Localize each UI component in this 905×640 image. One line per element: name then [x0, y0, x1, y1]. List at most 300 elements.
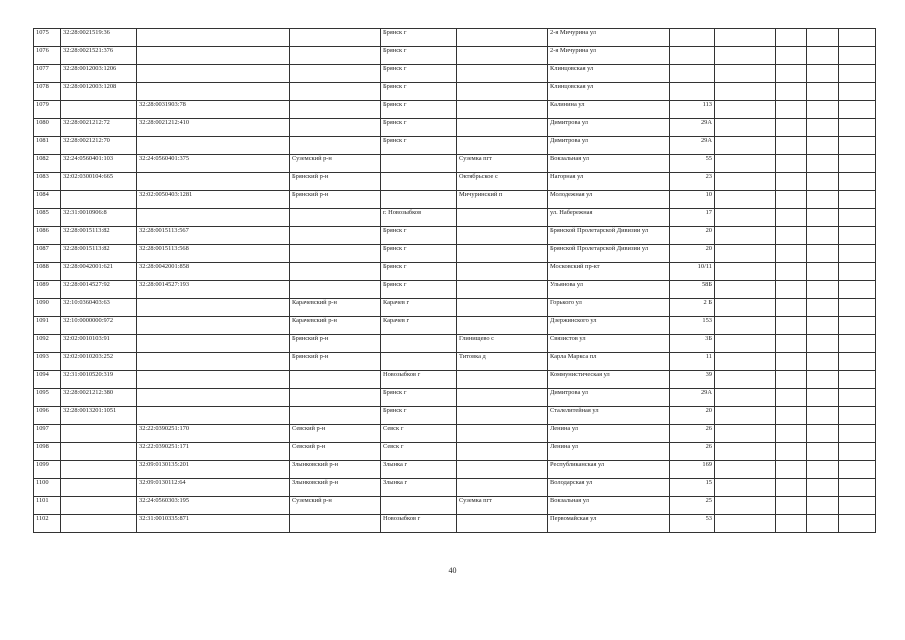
house-number-cell: 10/11 [670, 263, 715, 281]
row-number-cell: 1090 [34, 299, 61, 317]
row-number-cell: 1080 [34, 119, 61, 137]
district-cell: Злынковский р-н [290, 461, 381, 479]
city-cell [381, 497, 457, 515]
cadastral-number-cell: 32:24:0560401:103 [61, 155, 137, 173]
city-cell: Севск г [381, 443, 457, 461]
empty-cell [807, 83, 839, 101]
street-cell: Брянской Пролетарской Дивизии ул [548, 245, 670, 263]
row-number-cell: 1076 [34, 47, 61, 65]
table-row [34, 263, 876, 281]
city-cell [381, 353, 457, 371]
street-cell: Ленина ул [548, 425, 670, 443]
empty-cell [839, 119, 876, 137]
district-cell: Карачевский р-н [290, 317, 381, 335]
empty-cell [807, 317, 839, 335]
table-row [34, 227, 876, 245]
settlement-cell: Октябрьское с [457, 173, 548, 191]
district-cell: Брянский р-н [290, 173, 381, 191]
city-cell: Злынка г [381, 479, 457, 497]
row-number-cell: 1095 [34, 389, 61, 407]
empty-cell [715, 83, 776, 101]
cadastral-number-cell [61, 101, 137, 119]
building-cadastral-cell [137, 335, 290, 353]
row-number-cell: 1085 [34, 209, 61, 227]
empty-cell [715, 245, 776, 263]
empty-cell [776, 137, 807, 155]
table-row [34, 65, 876, 83]
building-cadastral-cell [137, 353, 290, 371]
street-cell: Вокзальная ул [548, 497, 670, 515]
table-row [34, 389, 876, 407]
house-number-cell: 153 [670, 317, 715, 335]
cadastral-number-cell: 32:28:0012003:1206 [61, 65, 137, 83]
empty-cell [807, 515, 839, 533]
district-cell [290, 119, 381, 137]
street-cell: Молодежная ул [548, 191, 670, 209]
table-row [34, 479, 876, 497]
settlement-cell [457, 65, 548, 83]
row-number-cell: 1094 [34, 371, 61, 389]
settlement-cell [457, 245, 548, 263]
empty-cell [807, 389, 839, 407]
empty-cell [807, 497, 839, 515]
empty-cell [807, 281, 839, 299]
settlement-cell [457, 317, 548, 335]
empty-cell [715, 65, 776, 83]
empty-cell [776, 227, 807, 245]
street-cell: Клинцовская ул [548, 65, 670, 83]
cadastral-number-cell: 32:10:0000000:972 [61, 317, 137, 335]
city-cell: Новозыбков г [381, 371, 457, 389]
city-cell: Брянск г [381, 137, 457, 155]
street-cell: Связистов ул [548, 335, 670, 353]
row-number-cell: 1078 [34, 83, 61, 101]
row-number-cell: 1098 [34, 443, 61, 461]
city-cell: Брянск г [381, 407, 457, 425]
house-number-cell: 20 [670, 407, 715, 425]
table-row [34, 443, 876, 461]
cadastral-number-cell [61, 425, 137, 443]
cadastral-number-cell: 32:28:0021212:72 [61, 119, 137, 137]
empty-cell [715, 209, 776, 227]
building-cadastral-cell: 32:24:0560401:375 [137, 155, 290, 173]
settlement-cell [457, 209, 548, 227]
building-cadastral-cell: 32:28:0031903:78 [137, 101, 290, 119]
empty-cell [776, 353, 807, 371]
empty-cell [776, 29, 807, 47]
cadastral-number-cell: 32:28:0042001:621 [61, 263, 137, 281]
city-cell: Брянск г [381, 119, 457, 137]
street-cell: Нагорная ул [548, 173, 670, 191]
row-number-cell: 1087 [34, 245, 61, 263]
cadastral-number-cell: 32:28:0012003:1208 [61, 83, 137, 101]
empty-cell [807, 407, 839, 425]
street-cell: Карла Маркса пл [548, 353, 670, 371]
empty-cell [776, 83, 807, 101]
empty-cell [776, 47, 807, 65]
settlement-cell [457, 461, 548, 479]
empty-cell [776, 263, 807, 281]
street-cell: Калинина ул [548, 101, 670, 119]
empty-cell [839, 497, 876, 515]
city-cell: Севск г [381, 425, 457, 443]
empty-cell [839, 173, 876, 191]
district-cell: Суземский р-н [290, 155, 381, 173]
table-row [34, 515, 876, 533]
building-cadastral-cell [137, 209, 290, 227]
row-number-cell: 1086 [34, 227, 61, 245]
table-row [34, 245, 876, 263]
house-number-cell: 17 [670, 209, 715, 227]
empty-cell [839, 137, 876, 155]
settlement-cell [457, 83, 548, 101]
settlement-cell: Суземка пгт [457, 497, 548, 515]
empty-cell [776, 299, 807, 317]
district-cell [290, 47, 381, 65]
empty-cell [839, 281, 876, 299]
table-row [34, 335, 876, 353]
street-cell: Московский пр-кт [548, 263, 670, 281]
empty-cell [715, 461, 776, 479]
empty-cell [776, 281, 807, 299]
table-row [34, 461, 876, 479]
empty-cell [839, 101, 876, 119]
street-cell: Первомайская ул [548, 515, 670, 533]
house-number-cell: 113 [670, 101, 715, 119]
empty-cell [715, 227, 776, 245]
district-cell: Брянский р-н [290, 191, 381, 209]
street-cell: Вокзальная ул [548, 155, 670, 173]
district-cell: Брянский р-н [290, 353, 381, 371]
empty-cell [807, 191, 839, 209]
empty-cell [807, 101, 839, 119]
settlement-cell [457, 371, 548, 389]
empty-cell [839, 47, 876, 65]
table-row [34, 371, 876, 389]
building-cadastral-cell: 32:22:0390251:170 [137, 425, 290, 443]
building-cadastral-cell [137, 65, 290, 83]
empty-cell [715, 173, 776, 191]
city-cell: Новозыбков г [381, 515, 457, 533]
empty-cell [715, 479, 776, 497]
empty-cell [715, 263, 776, 281]
empty-cell [807, 353, 839, 371]
table-row [34, 83, 876, 101]
row-number-cell: 1083 [34, 173, 61, 191]
district-cell: Злынковский р-н [290, 479, 381, 497]
table-row [34, 353, 876, 371]
settlement-cell [457, 47, 548, 65]
empty-cell [839, 353, 876, 371]
empty-cell [807, 461, 839, 479]
cadastral-number-cell: 32:02:0010103:91 [61, 335, 137, 353]
row-number-cell: 1081 [34, 137, 61, 155]
settlement-cell [457, 101, 548, 119]
row-number-cell: 1084 [34, 191, 61, 209]
row-number-cell: 1099 [34, 461, 61, 479]
cadastral-number-cell: 32:10:0360403:63 [61, 299, 137, 317]
cadastral-number-cell: 32:28:0015113:82 [61, 227, 137, 245]
house-number-cell: 29А [670, 389, 715, 407]
cadastral-number-cell: 32:28:0015113:82 [61, 245, 137, 263]
empty-cell [776, 335, 807, 353]
table-row [34, 137, 876, 155]
building-cadastral-cell: 32:09:0130135:201 [137, 461, 290, 479]
empty-cell [839, 299, 876, 317]
empty-cell [715, 497, 776, 515]
settlement-cell [457, 389, 548, 407]
house-number-cell: 53 [670, 515, 715, 533]
empty-cell [715, 137, 776, 155]
street-cell: 2-я Мичурина ул [548, 29, 670, 47]
house-number-cell: 15 [670, 479, 715, 497]
house-number-cell: 29А [670, 119, 715, 137]
building-cadastral-cell [137, 83, 290, 101]
city-cell: Брянск г [381, 101, 457, 119]
empty-cell [715, 155, 776, 173]
street-cell: Ульянова ул [548, 281, 670, 299]
building-cadastral-cell: 32:28:0015113:567 [137, 227, 290, 245]
empty-cell [839, 461, 876, 479]
empty-cell [839, 443, 876, 461]
table-row [34, 299, 876, 317]
street-cell: Клинцовская ул [548, 83, 670, 101]
house-number-cell [670, 47, 715, 65]
table-row [34, 407, 876, 425]
house-number-cell: 20 [670, 245, 715, 263]
empty-cell [715, 47, 776, 65]
settlement-cell [457, 263, 548, 281]
empty-cell [807, 425, 839, 443]
cadastral-number-cell: 32:28:0021212:380 [61, 389, 137, 407]
street-cell: Горького ул [548, 299, 670, 317]
building-cadastral-cell: 32:31:0010335:871 [137, 515, 290, 533]
house-number-cell [670, 65, 715, 83]
house-number-cell: 26 [670, 443, 715, 461]
district-cell [290, 245, 381, 263]
cadastral-number-cell: 32:31:0010520:319 [61, 371, 137, 389]
district-cell [290, 515, 381, 533]
district-cell [290, 407, 381, 425]
house-number-cell: 29А [670, 137, 715, 155]
district-cell [290, 227, 381, 245]
empty-cell [715, 335, 776, 353]
empty-cell [776, 209, 807, 227]
empty-cell [715, 281, 776, 299]
district-cell [290, 101, 381, 119]
settlement-cell [457, 227, 548, 245]
empty-cell [776, 389, 807, 407]
cadastral-number-cell: 32:02:0300104:665 [61, 173, 137, 191]
district-cell: Севский р-н [290, 443, 381, 461]
settlement-cell [457, 299, 548, 317]
city-cell: Брянск г [381, 83, 457, 101]
house-number-cell: 20 [670, 227, 715, 245]
district-cell: Суземский р-н [290, 497, 381, 515]
district-cell [290, 29, 381, 47]
empty-cell [807, 173, 839, 191]
city-cell: Карачев г [381, 317, 457, 335]
empty-cell [776, 371, 807, 389]
house-number-cell [670, 83, 715, 101]
empty-cell [715, 353, 776, 371]
cadastral-number-cell: 32:28:0021519:36 [61, 29, 137, 47]
empty-cell [807, 119, 839, 137]
district-cell [290, 65, 381, 83]
empty-cell [839, 209, 876, 227]
city-cell: Брянск г [381, 245, 457, 263]
building-cadastral-cell: 32:02:0050403:1281 [137, 191, 290, 209]
empty-cell [715, 191, 776, 209]
house-number-cell: 58Б [670, 281, 715, 299]
empty-cell [839, 371, 876, 389]
property-register-table [33, 28, 876, 533]
empty-cell [839, 29, 876, 47]
cadastral-number-cell [61, 479, 137, 497]
empty-cell [807, 443, 839, 461]
district-cell [290, 209, 381, 227]
cadastral-number-cell: 32:28:0013201:1051 [61, 407, 137, 425]
empty-cell [807, 263, 839, 281]
city-cell [381, 173, 457, 191]
row-number-cell: 1075 [34, 29, 61, 47]
cadastral-number-cell: 32:31:0010906:8 [61, 209, 137, 227]
city-cell [381, 191, 457, 209]
settlement-cell [457, 137, 548, 155]
empty-cell [715, 389, 776, 407]
building-cadastral-cell: 32:28:0042001:858 [137, 263, 290, 281]
district-cell [290, 263, 381, 281]
empty-cell [715, 407, 776, 425]
settlement-cell [457, 515, 548, 533]
settlement-cell: Титовка д [457, 353, 548, 371]
empty-cell [715, 425, 776, 443]
empty-cell [776, 461, 807, 479]
cadastral-number-cell [61, 515, 137, 533]
empty-cell [776, 101, 807, 119]
row-number-cell: 1097 [34, 425, 61, 443]
district-cell [290, 83, 381, 101]
house-number-cell [670, 29, 715, 47]
cadastral-number-cell: 32:28:0021521:376 [61, 47, 137, 65]
cadastral-number-cell [61, 461, 137, 479]
building-cadastral-cell: 32:28:0014527:193 [137, 281, 290, 299]
empty-cell [807, 299, 839, 317]
settlement-cell [457, 29, 548, 47]
row-number-cell: 1092 [34, 335, 61, 353]
empty-cell [715, 443, 776, 461]
city-cell: Брянск г [381, 389, 457, 407]
settlement-cell [457, 407, 548, 425]
house-number-cell: 2 Б [670, 299, 715, 317]
building-cadastral-cell: 32:28:0021212:410 [137, 119, 290, 137]
empty-cell [807, 479, 839, 497]
empty-cell [776, 497, 807, 515]
building-cadastral-cell [137, 371, 290, 389]
table-row [34, 191, 876, 209]
row-number-cell: 1089 [34, 281, 61, 299]
settlement-cell [457, 479, 548, 497]
table-row [34, 209, 876, 227]
empty-cell [776, 515, 807, 533]
row-number-cell: 1100 [34, 479, 61, 497]
table-row [34, 155, 876, 173]
building-cadastral-cell [137, 29, 290, 47]
empty-cell [839, 227, 876, 245]
building-cadastral-cell [137, 173, 290, 191]
building-cadastral-cell [137, 47, 290, 65]
street-cell: Димитрова ул [548, 137, 670, 155]
street-cell: Брянской Пролетарской Дивизии ул [548, 227, 670, 245]
empty-cell [807, 371, 839, 389]
table-row [34, 47, 876, 65]
building-cadastral-cell: 32:24:0560303:195 [137, 497, 290, 515]
street-cell: Дзержинского ул [548, 317, 670, 335]
empty-cell [807, 227, 839, 245]
empty-cell [839, 389, 876, 407]
building-cadastral-cell [137, 137, 290, 155]
empty-cell [839, 407, 876, 425]
empty-cell [715, 371, 776, 389]
city-cell: Карачев г [381, 299, 457, 317]
empty-cell [776, 173, 807, 191]
empty-cell [776, 425, 807, 443]
street-cell: ул. Набережная [548, 209, 670, 227]
row-number-cell: 1079 [34, 101, 61, 119]
table-row [34, 281, 876, 299]
building-cadastral-cell [137, 317, 290, 335]
street-cell: Димитрова ул [548, 389, 670, 407]
table-row [34, 173, 876, 191]
house-number-cell: 11 [670, 353, 715, 371]
table-row [34, 425, 876, 443]
row-number-cell: 1077 [34, 65, 61, 83]
house-number-cell: 25 [670, 497, 715, 515]
house-number-cell: 3Б [670, 335, 715, 353]
city-cell: Брянск г [381, 281, 457, 299]
empty-cell [776, 65, 807, 83]
empty-cell [839, 245, 876, 263]
empty-cell [807, 137, 839, 155]
empty-cell [839, 515, 876, 533]
cadastral-number-cell: 32:02:0010203:252 [61, 353, 137, 371]
row-number-cell: 1091 [34, 317, 61, 335]
district-cell [290, 281, 381, 299]
empty-cell [776, 407, 807, 425]
building-cadastral-cell [137, 407, 290, 425]
settlement-cell: Мичуринский п [457, 191, 548, 209]
empty-cell [839, 263, 876, 281]
table-row [34, 497, 876, 515]
house-number-cell: 55 [670, 155, 715, 173]
row-number-cell: 1096 [34, 407, 61, 425]
settlement-cell [457, 281, 548, 299]
row-number-cell: 1088 [34, 263, 61, 281]
empty-cell [839, 479, 876, 497]
house-number-cell: 26 [670, 425, 715, 443]
empty-cell [839, 83, 876, 101]
empty-cell [715, 299, 776, 317]
empty-cell [807, 245, 839, 263]
district-cell [290, 137, 381, 155]
cadastral-number-cell [61, 497, 137, 515]
district-cell: Карачевский р-н [290, 299, 381, 317]
street-cell: Володарская ул [548, 479, 670, 497]
row-number-cell: 1082 [34, 155, 61, 173]
building-cadastral-cell [137, 299, 290, 317]
street-cell: Республиканская ул [548, 461, 670, 479]
city-cell: Брянск г [381, 47, 457, 65]
